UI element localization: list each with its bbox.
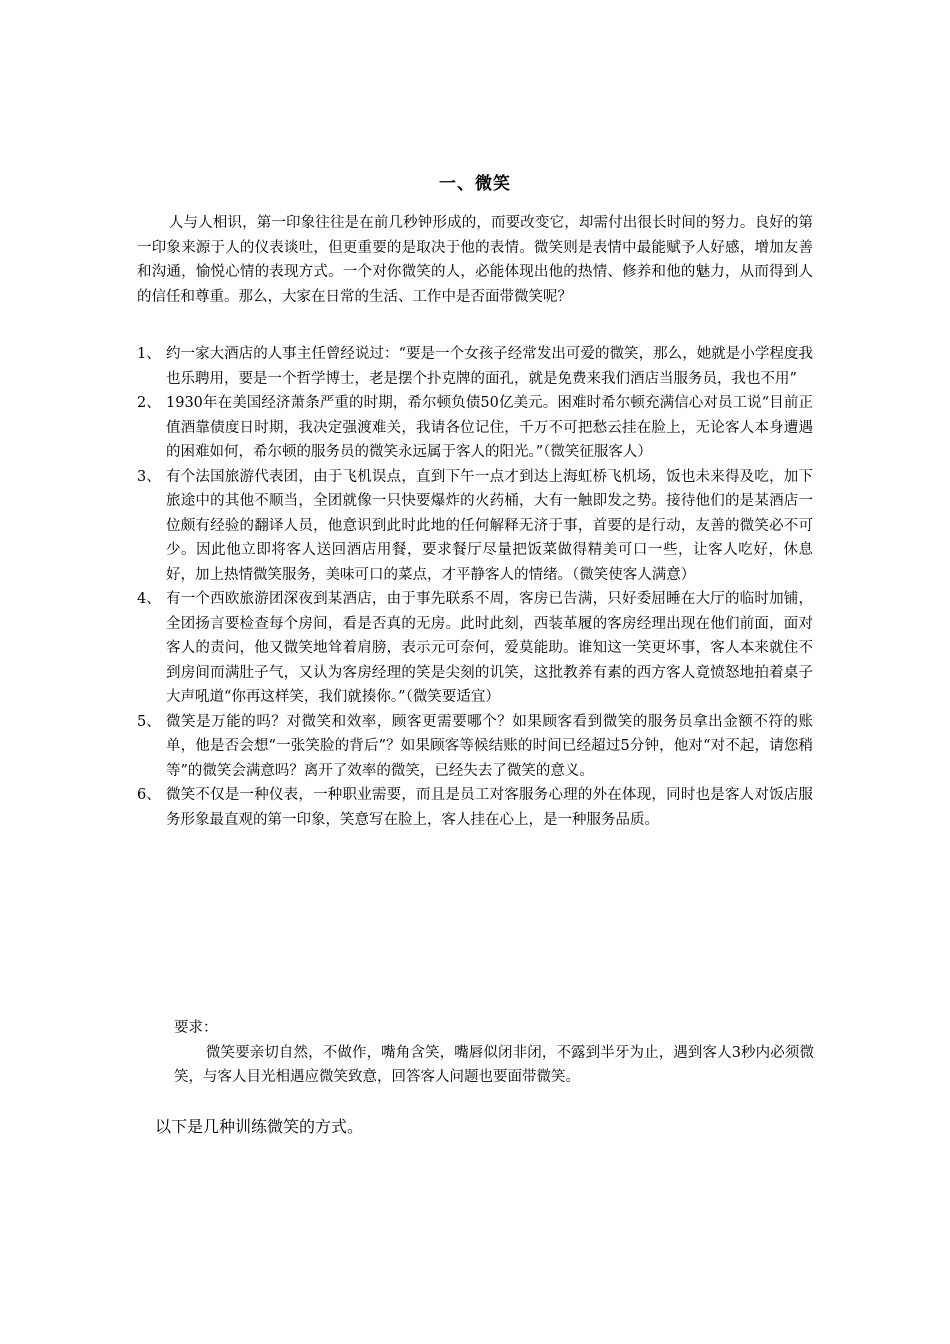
requirement-label: 要求：	[174, 1020, 218, 1036]
list-item-number: 4、	[137, 591, 161, 607]
list-item-text: 有个法国旅游代表团，由于飞机误点，直到下午一点才到达上海虹桥飞机场，饭也未来得及吃，加下旅途中的其他不顺当，全团就像一只快要爆炸的火药桶，大有一触即发之势。接待他们的是某酒店一位颇有经验的翻译人员，他意识到此时此地的任何解释无济于事，首要的是行动，友善的微笑必不可少。因此他立即将客人送回酒店用餐，要求餐厅尽量把饭菜做得精美可口一些，让客人吃好，休息好，加上热情微笑服务，美味可口的菜点，才平静客人的情绪。（微笑使客人满意）	[166, 468, 813, 583]
requirement-block	[174, 1016, 814, 1090]
list-item-number: 1、	[137, 346, 161, 362]
list-item-number: 6、	[137, 787, 161, 803]
list-item-text: 约一家大酒店的人事主任曾经说过：“要是一个女孩子经常发出可爱的微笑，那么，她就是小学程度我也乐聘用，要是一个哲学博士，老是摆个扑克牌的面孔，就是免费来我们酒店当服务员，我也不用”	[166, 346, 813, 387]
list-item-number: 2、	[137, 395, 161, 411]
closing-line: 以下是几种训练微笑的方式。	[155, 1117, 364, 1136]
example-list	[137, 342, 813, 832]
requirement-text: 微笑要亲切自然，不做作，嘴角含笑，嘴唇似闭非闭，不露到半牙为止，遇到客人3秒内必须微笑，与客人目光相遇应微笑致意，回答客人问题也要面带微笑。	[174, 1044, 814, 1085]
list-item-text: 微笑是万能的吗？对微笑和效率，顾客更需要哪个？如果顾客看到微笑的服务员拿出金额不符的账单，他是否会想“一张笑脸的背后”？如果顾客等候结账的时间已经超过5分钟，他对“对不起，请您稍等”的微笑会满意吗？离开了效率的微笑，已经失去了微笑的意义。	[166, 713, 813, 779]
list-item-number: 5、	[137, 713, 161, 730]
list-item	[137, 391, 813, 465]
list-item	[137, 342, 813, 391]
page-title: 一、微笑	[439, 174, 511, 194]
list-item-text: 1930年在美国经济萧条严重的时期，希尔顿负债50亿美元。困难时希尔顿充满信心对员工说“目前正值酒靠债度日时期，我决定强渡难关，我请各位记住，千万不可把愁云挂在脸上，无论客人本身遭遇的困难如何，希尔顿的服务员的微笑永远属于客人的阳光。”（微笑征服客人）	[166, 395, 813, 460]
list-item	[137, 587, 813, 710]
list-item-number: 3、	[137, 468, 161, 485]
list-item-text: 微笑不仅是一种仪表，一种职业需要，而且是员工对客服务心理的外在体现，同时也是客人对饭店服务形象最直观的第一印象，笑意写在脸上，客人挂在心上，是一种服务品质。	[166, 787, 813, 828]
list-item	[137, 465, 813, 588]
list-item-text: 有一个西欧旅游团深夜到某酒店，由于事先联系不周，客房已告满，只好委屈睡在大厅的临时加铺，全团扬言要检查每个房间，看是否真的无房。此时此刻，西装革履的客房经理出现在他们前面，面对客人的责问，他又微笑地耸着肩膀，表示元可奈何，爱莫能助。谁知这一笑更坏事，客人本来就住不到房间而满肚子气，又认为客房经理的笑是尖刻的讥笑，这批教养有素的西方客人竟愤怒地拍着桌子大声吼道“你再这样笑，我们就揍你。”（微笑要适宜）	[166, 591, 813, 705]
intro-paragraph: 人与人相识，第一印象往往是在前几秒钟形成的，而要改变它，却需付出很长时间的努力。良好的第一印象来源于人的仪表谈吐，但更重要的是取决于他的表情。微笑则是表情中最能赋予人好感，增加友善和沟通，愉悦心情的表现方式。一个对你微笑的人，必能体现出他的热情、修养和他的魅力，从而得到人的信任和尊重。那么，大家在日常的生活、工作中是否面带微笑呢？	[137, 215, 813, 305]
list-item	[137, 783, 813, 832]
list-item	[137, 710, 813, 784]
